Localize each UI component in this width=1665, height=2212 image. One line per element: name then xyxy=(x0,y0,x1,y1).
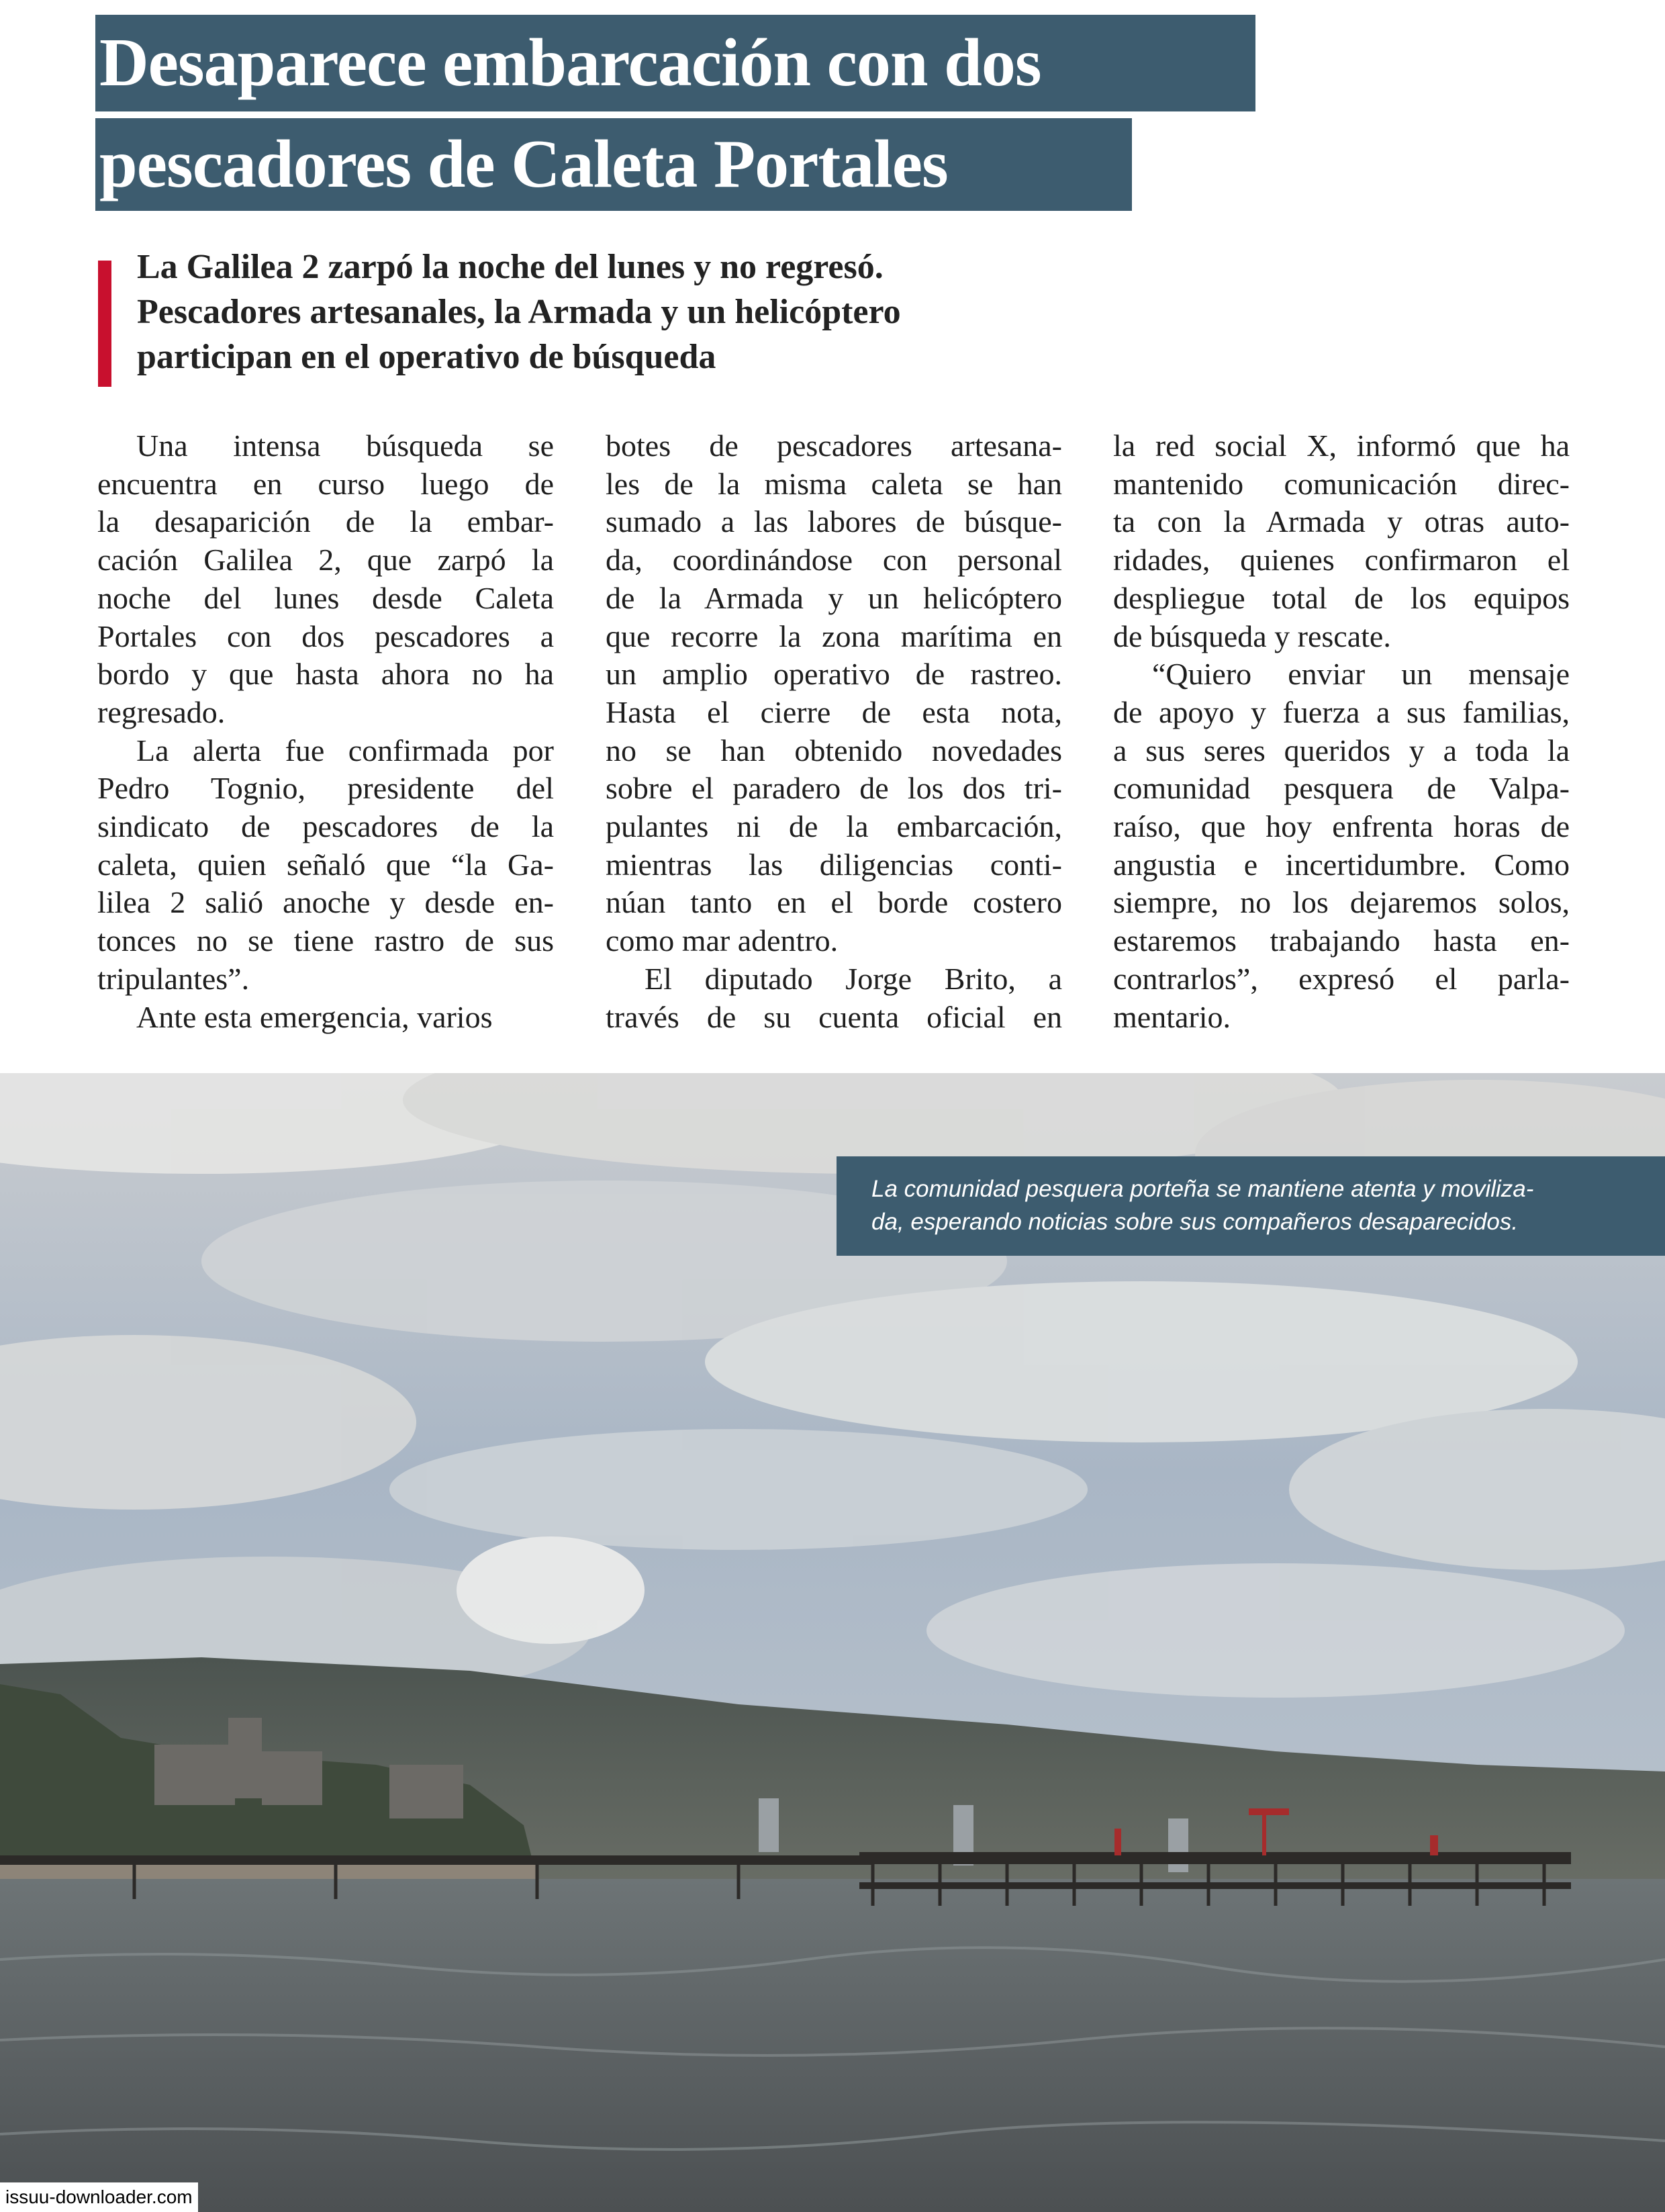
body-line: través de su cuenta oficial en xyxy=(606,999,1062,1034)
body-line: estaremos trabajando hasta en- xyxy=(1113,923,1570,958)
body-line: da, coordinándose con personal xyxy=(606,543,1062,578)
body-line: les de la misma caleta se han xyxy=(606,466,1062,501)
body-line: Ante esta emergencia, varios xyxy=(136,999,493,1034)
body-line: núan tanto en el borde costero xyxy=(606,885,1062,920)
caption-line: La comunidad pesquera porteña se mantiene atenta y moviliza- xyxy=(871,1176,1534,1202)
headline-line-2 xyxy=(95,118,1132,211)
body-line: sindicato de pescadores de la xyxy=(97,809,554,844)
body-line: despliegue total de los equipos xyxy=(1113,580,1570,615)
body-line: contrarlos”, expresó el parla- xyxy=(1113,961,1570,996)
body-line: de la Armada y un helicóptero xyxy=(606,580,1062,615)
deck-line: Pescadores artesanales, la Armada y un helicóptero xyxy=(137,293,901,331)
body-column-2 xyxy=(606,427,1062,1036)
body-column-3 xyxy=(1113,427,1570,1036)
body-line: encuentra en curso luego de xyxy=(97,466,554,501)
body-line: a sus seres queridos y a toda la xyxy=(1113,733,1570,768)
body-line: noche del lunes desde Caleta xyxy=(97,580,554,615)
body-line: regresado. xyxy=(97,694,226,729)
body-line: angustia e incertidumbre. Como xyxy=(1113,847,1570,882)
body-line: bordo y que hasta ahora no ha xyxy=(97,657,554,692)
body-line: botes de pescadores artesana- xyxy=(606,428,1062,463)
deck-line: participan en el operativo de búsqueda xyxy=(137,338,716,376)
body-line: Pedro Tognio, presidente del xyxy=(97,771,554,806)
body-line: caleta, quien señaló que “la Ga- xyxy=(97,847,554,882)
body-line: como mar adentro. xyxy=(606,923,839,958)
body-line: La alerta fue confirmada por xyxy=(136,733,554,768)
watermark: issuu-downloader.com xyxy=(0,2182,198,2212)
body-line: tonces no se tiene rastro de sus xyxy=(97,923,554,958)
sea xyxy=(0,1879,1665,2212)
headline-line-1 xyxy=(95,15,1255,111)
deck-line: La Galilea 2 zarpó la noche del lunes y no regresó. xyxy=(137,248,884,286)
body-line: la red social X, informó que ha xyxy=(1113,428,1570,463)
body-line: ridades, quienes confirmaron el xyxy=(1113,543,1570,578)
body-line: la desaparición de la embar- xyxy=(97,504,554,539)
body-line: “Quiero enviar un mensaje xyxy=(1152,657,1570,692)
body-line: ta con la Armada y otras auto- xyxy=(1113,504,1570,539)
headline-text-2: pescadores de Caleta Portales xyxy=(99,126,948,202)
body-line: comunidad pesquera de Valpa- xyxy=(1113,771,1570,806)
body-line: mantenido comunicación direc- xyxy=(1113,466,1570,501)
body-line: que recorre la zona marítima en xyxy=(606,618,1062,653)
body-line: Hasta el cierre de esta nota, xyxy=(606,694,1062,729)
headline-text-1: Desaparece embarcación con dos xyxy=(99,25,1041,101)
article-deck xyxy=(137,244,1144,379)
body-line: un amplio operativo de rastreo. xyxy=(606,657,1062,692)
body-line: de apoyo y fuerza a sus familias, xyxy=(1113,694,1570,729)
body-line: mientras las diligencias conti- xyxy=(606,847,1062,882)
caption-line: da, esperando noticias sobre sus compañeros desaparecidos. xyxy=(871,1209,1519,1235)
body-line: sumado a las labores de búsque- xyxy=(606,504,1062,539)
body-line: lilea 2 salió anoche y desde en- xyxy=(97,885,554,920)
body-line: de búsqueda y rescate. xyxy=(1113,618,1391,653)
body-column-1 xyxy=(97,427,554,1036)
body-line: pulantes ni de la embarcación, xyxy=(606,809,1062,844)
body-line: tripulantes”. xyxy=(97,961,250,996)
body-line: Una intensa búsqueda se xyxy=(136,428,554,463)
photo-caption xyxy=(837,1156,1665,1256)
body-line: siempre, no los dejaremos solos, xyxy=(1113,885,1570,920)
body-line: Portales con dos pescadores a xyxy=(97,618,554,653)
body-line: mentario. xyxy=(1113,999,1231,1034)
body-line: raíso, que hoy enfrenta horas de xyxy=(1113,809,1570,844)
body-line: cación Galilea 2, que zarpó la xyxy=(97,543,554,578)
body-line: El diputado Jorge Brito, a xyxy=(645,961,1062,996)
deck-accent-bar xyxy=(98,261,111,387)
body-line: no se han obtenido novedades xyxy=(606,733,1062,768)
body-line: sobre el paradero de los dos tri- xyxy=(606,771,1062,806)
